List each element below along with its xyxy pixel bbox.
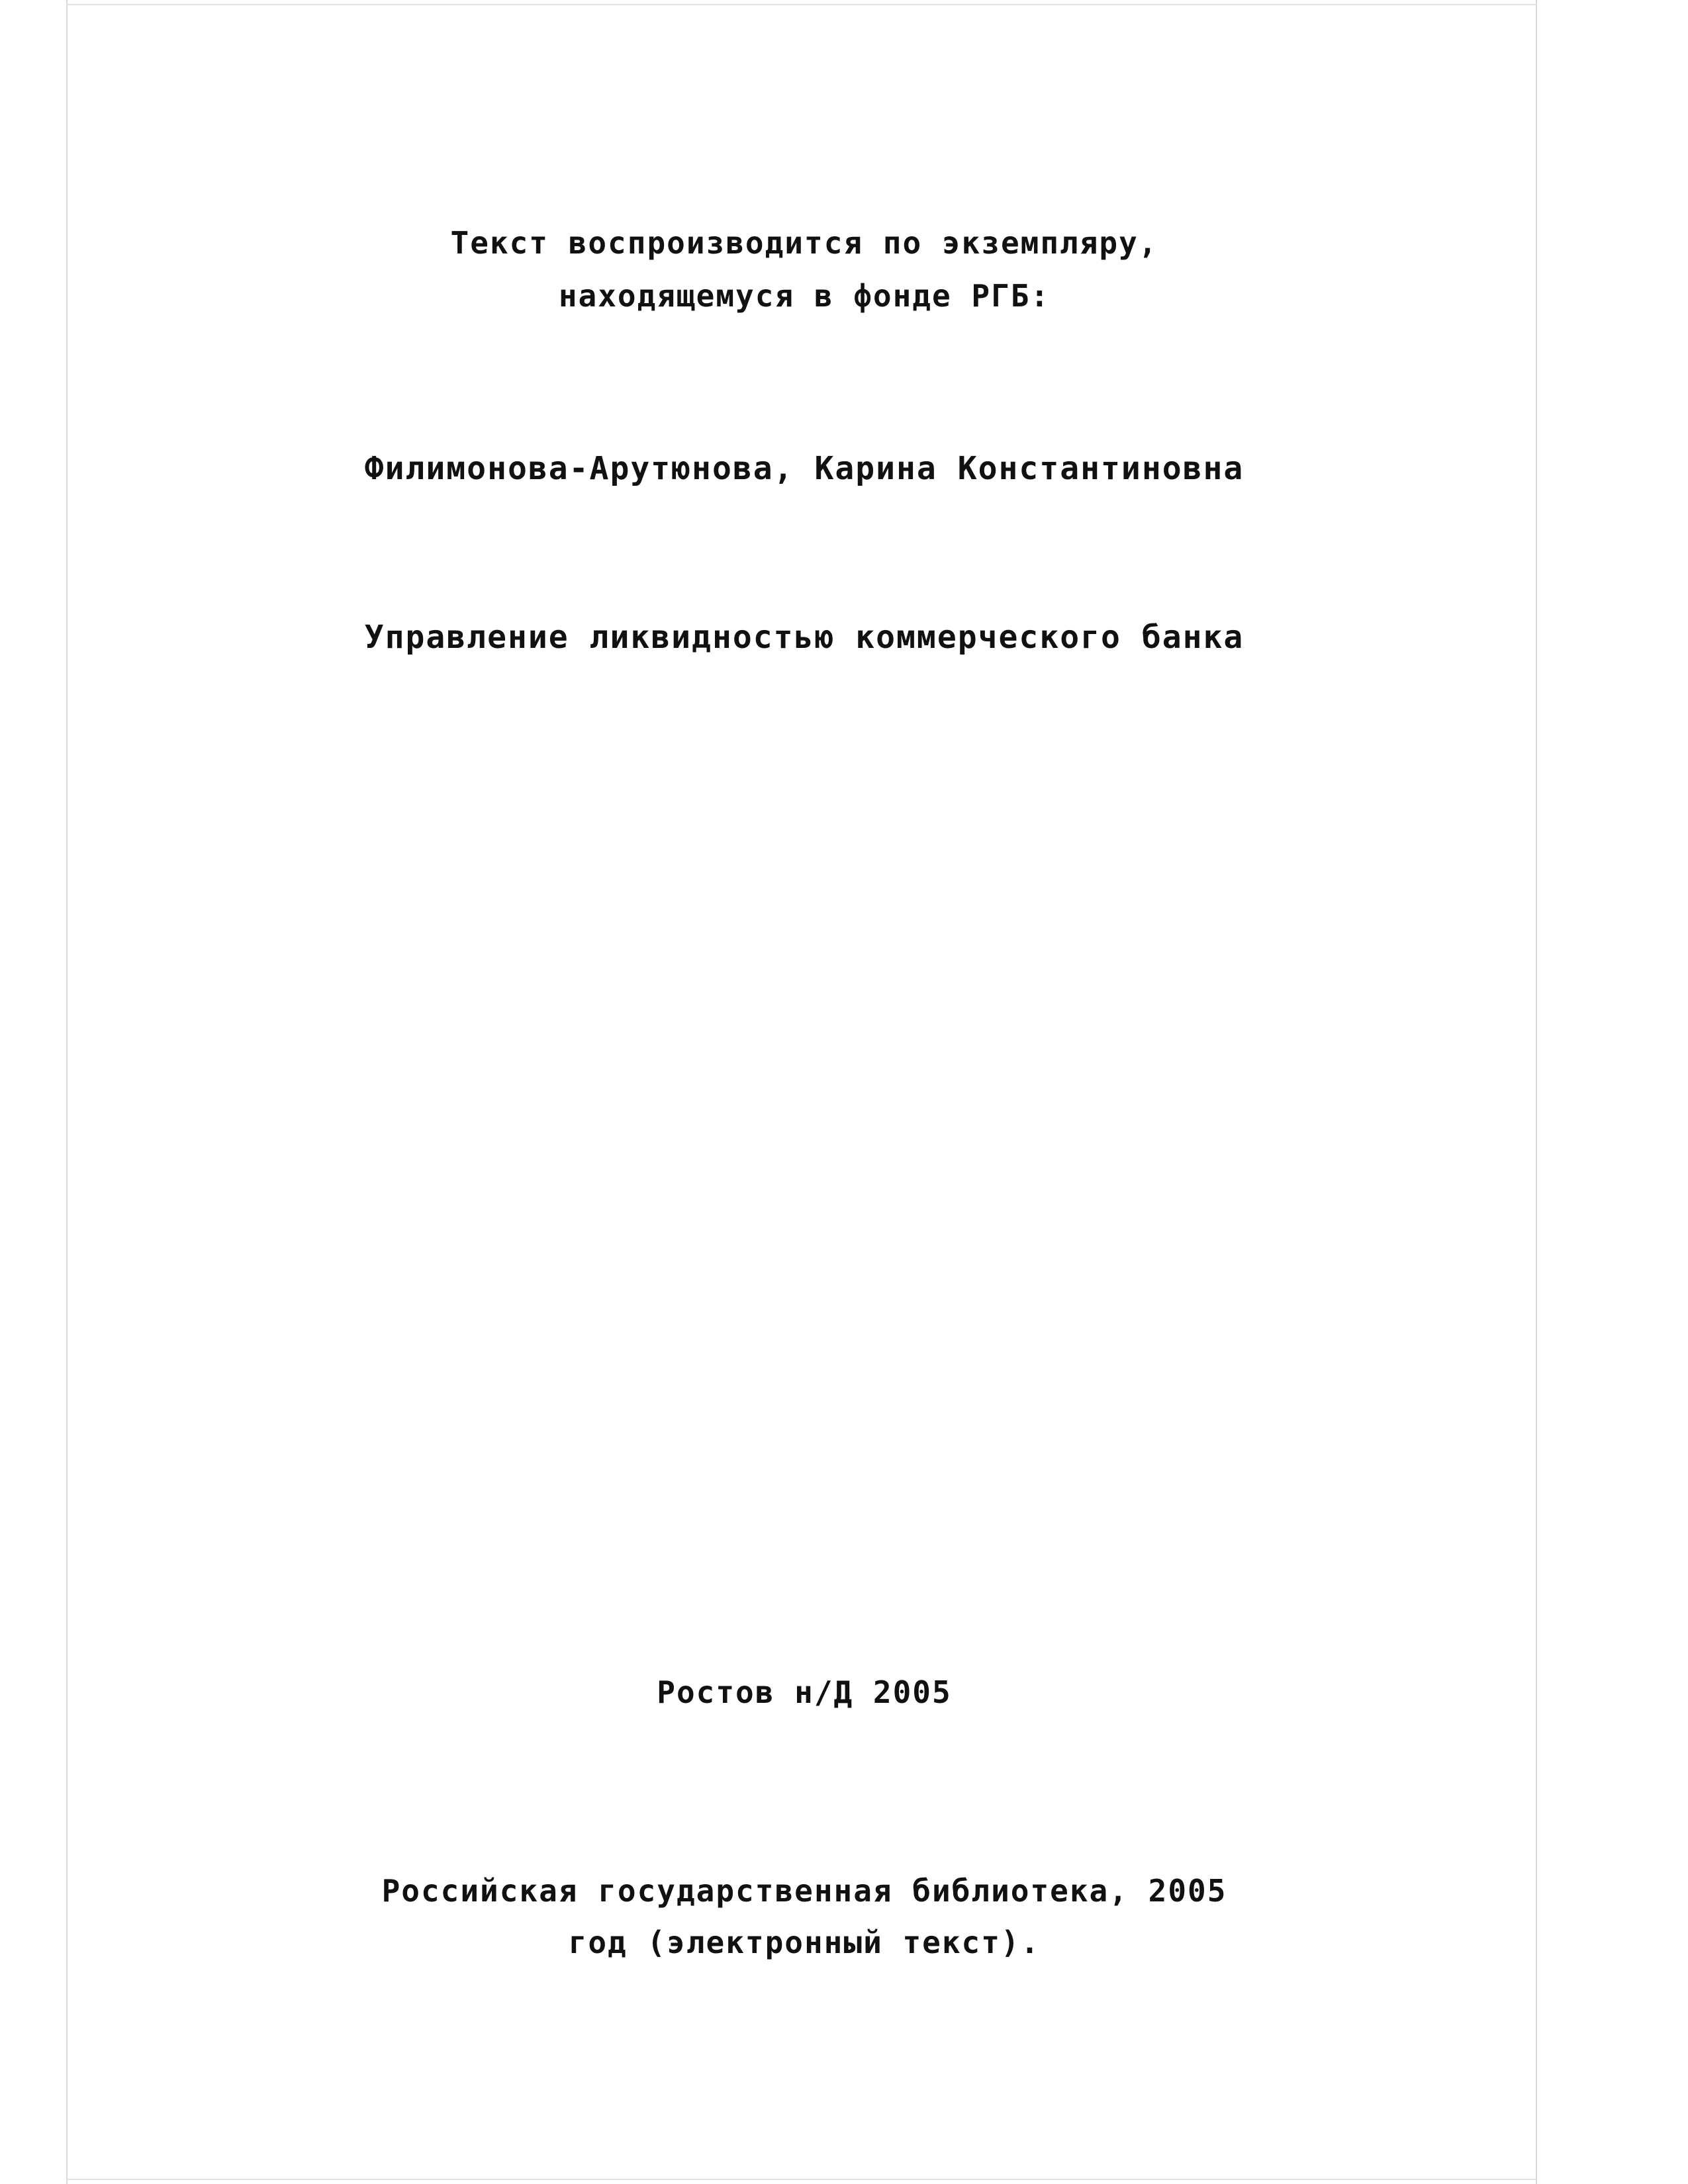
imprint-place-year: Ростов н/Д 2005 — [657, 1674, 952, 1710]
page-edge-left — [66, 0, 68, 2184]
author-name: Филимонова-Арутюнова, Карина Константиновна — [364, 450, 1244, 487]
reproduction-notice-line-1: Текст воспроизводится по экземпляру, — [450, 225, 1158, 261]
library-credit-line-1: Российская государственная библиотека, 2005 — [381, 1873, 1227, 1909]
page-content — [73, 0, 1536, 2184]
reproduction-notice-line-2: находящемуся в фонде РГБ: — [558, 278, 1051, 314]
page-edge-right — [1536, 0, 1537, 2184]
library-credit-line-2: год (электронный текст). — [568, 1925, 1041, 1960]
work-title: Управление ликвидностью коммерческого банка — [364, 619, 1244, 656]
